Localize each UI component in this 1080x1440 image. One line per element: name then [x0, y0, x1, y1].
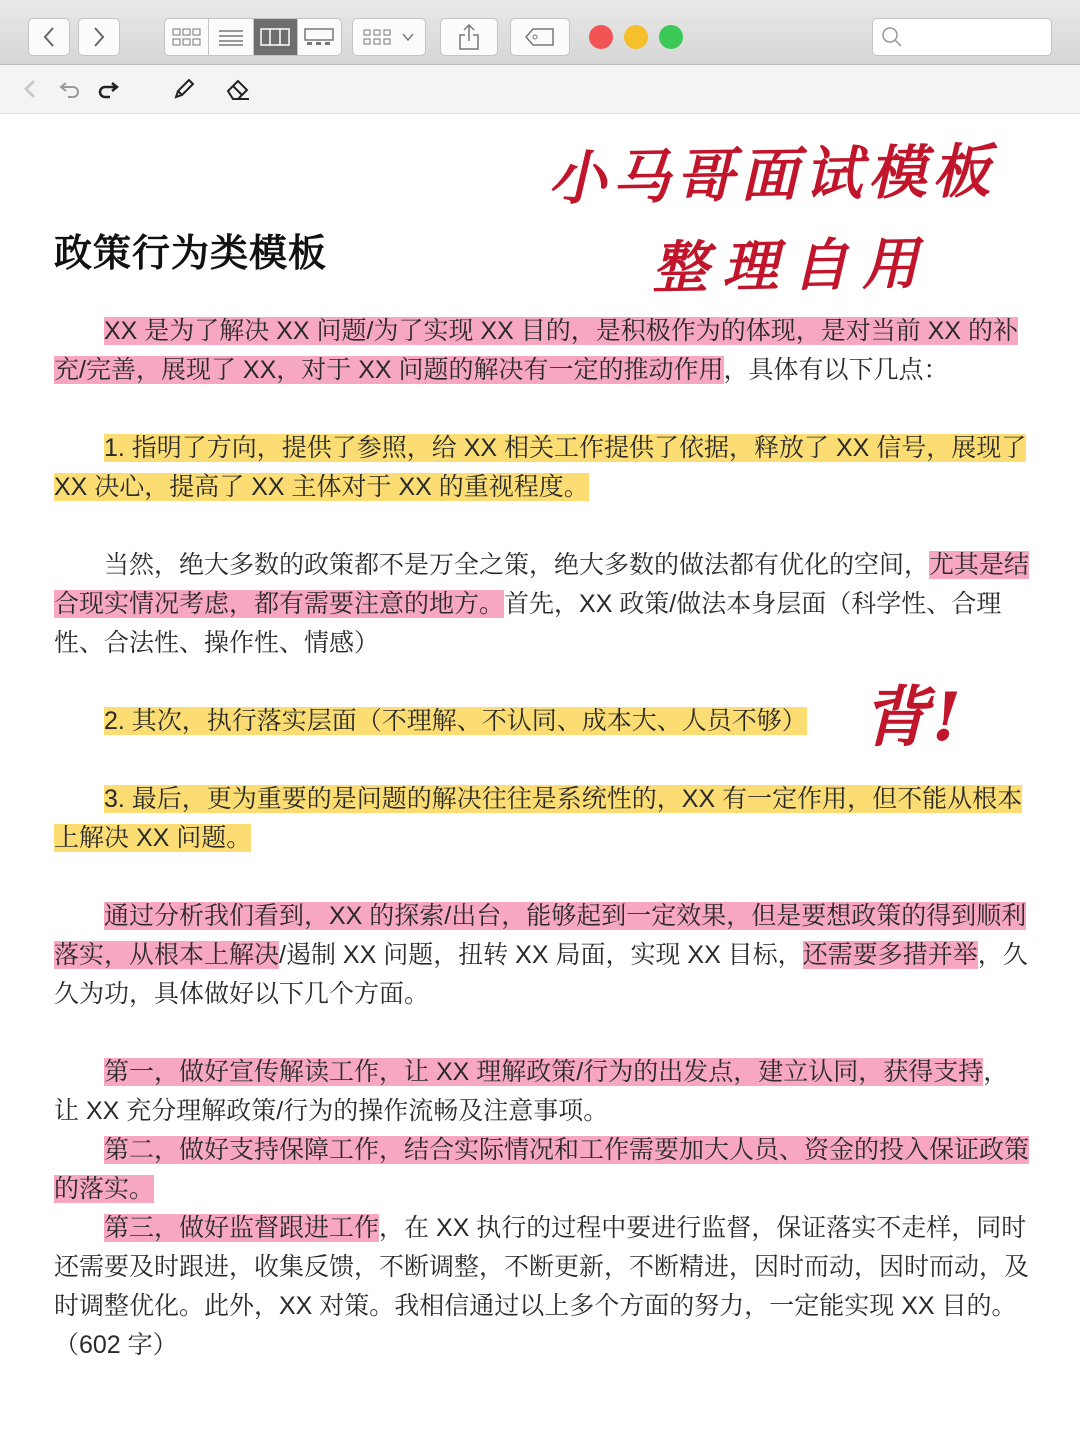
share-button[interactable] — [440, 18, 498, 56]
highlighted-text: 3. 最后，更为重要的是问题的解决往往是系统性的，XX 有一定作用，但不能从根本上解决 XX 问题。 — [54, 785, 1023, 852]
column-view-icon — [260, 28, 290, 46]
handwritten-subtitle: 整理自用 — [651, 230, 933, 302]
chevron-right-icon — [92, 26, 106, 48]
page-title: 政策行为类模板 — [54, 231, 328, 275]
text-segment: 首先，XX 政策/做法本身层面（科学性、合理性、合法性、操作性、情感） — [54, 590, 1002, 657]
document-body — [54, 312, 1030, 1365]
gallery-view-button[interactable] — [298, 19, 341, 55]
eraser-tool-button[interactable] — [224, 75, 252, 103]
text-segment: ，久久为功，具体做好以下几个方面。 — [54, 941, 1028, 1008]
highlighted-text: 还需要多措并举 — [802, 941, 978, 969]
tag-icon — [525, 28, 555, 46]
share-icon — [458, 24, 480, 50]
paragraph — [54, 897, 1030, 1014]
paragraph — [54, 1209, 1030, 1365]
paragraph — [54, 780, 1030, 858]
pen-tool-button[interactable] — [170, 75, 198, 103]
text-segment: ，具体有以下几点： — [723, 356, 949, 384]
handwritten-note: 背! — [862, 678, 965, 756]
eraser-icon — [225, 77, 251, 101]
text-segment: 当然，绝大多数的政策都不是万全之策，绝大多数的做法都有优化的空间， — [104, 551, 930, 579]
highlighted-text: 第一，做好宣传解读工作，让 XX 理解政策/行为的出发点，建立认同，获得支持 — [104, 1058, 984, 1086]
text-segment: ，让 XX 充分理解政策/行为的操作流畅及注意事项。 — [54, 1058, 1009, 1125]
redo-button[interactable] — [94, 75, 122, 103]
paragraph — [54, 429, 1030, 507]
back-button[interactable] — [28, 18, 70, 56]
handwritten-title: 小马哥面试模板 — [547, 137, 997, 213]
back-arrow-button[interactable] — [16, 75, 44, 103]
group-by-button[interactable] — [352, 18, 426, 56]
chevron-down-icon — [401, 32, 415, 42]
highlighted-text: XX 是为了解决 XX 问题/为了实现 XX 目的，是积极作为的体现，是对当前 XX 的补充/完善，展现了 XX，对于 XX 问题的解决有一定的推动作用 — [54, 317, 1018, 384]
highlighted-text: 第二，做好支持保障工作，结合实际情况和工作需要加大人员、资金的投入保证政策的落实。 — [54, 1136, 1030, 1203]
grid-view-button[interactable] — [165, 19, 209, 55]
list-view-icon — [218, 28, 244, 46]
search-icon — [881, 26, 903, 48]
text-segment: /遏制 XX 问题，扭转 XX 局面，实现 XX 目标， — [279, 941, 803, 969]
list-view-button[interactable] — [209, 19, 253, 55]
view-mode-switch — [164, 18, 342, 56]
highlighted-text: 第三，做好监督跟进工作 — [104, 1214, 380, 1242]
paragraph — [54, 1131, 1030, 1209]
undo-icon — [58, 79, 82, 99]
zoom-window-dot[interactable] — [659, 25, 683, 49]
paragraph — [54, 702, 1030, 741]
highlighted-text: 通过分析我们看到，XX 的探索/出台，能够起到一定效果，但是要想政策的得到顺利落实，从根本上解决 — [54, 902, 1027, 969]
paragraph — [54, 546, 1030, 663]
close-window-dot[interactable] — [589, 25, 613, 49]
paragraph — [54, 312, 1030, 390]
column-view-button[interactable] — [254, 19, 298, 55]
undo-button[interactable] — [56, 75, 84, 103]
text-segment: ，在 XX 执行的过程中要进行监督，保证落实不走样，同时还需要及时跟进，收集反馈，不断调整，不断更新，不断精进，因时而动，因时而动，及时调整优化。此外，XX 对策。我相信通过以上多个方面的努力，一定能实现 XX 目的。（602 字） — [54, 1214, 1030, 1359]
paragraph — [54, 1053, 1030, 1131]
search-field[interactable] — [872, 18, 1052, 56]
highlighted-text: 尤其是结合现实情况考虑，都有需要注意的地方。 — [54, 551, 1030, 618]
tag-button[interactable] — [510, 18, 570, 56]
minimize-window-dot[interactable] — [624, 25, 648, 49]
highlighted-text: 2. 其次，执行落实层面（不理解、不认同、成本大、人员不够） — [104, 707, 807, 735]
redo-icon — [96, 79, 120, 99]
highlighted-text: 1. 指明了方向，提供了参照，给 XX 相关工作提供了依据，释放了 XX 信号，展现了 XX 决心，提高了 XX 主体对于 XX 的重视程度。 — [54, 434, 1027, 501]
grid-view-icon — [172, 28, 202, 46]
forward-button[interactable] — [78, 18, 120, 56]
edit-toolbar — [0, 65, 1080, 114]
chevron-left-icon — [42, 26, 56, 48]
gallery-view-icon — [304, 28, 334, 46]
back-icon — [23, 79, 37, 99]
pencil-icon — [172, 77, 196, 101]
window-toolbar — [0, 0, 1080, 65]
group-icon — [363, 28, 393, 46]
